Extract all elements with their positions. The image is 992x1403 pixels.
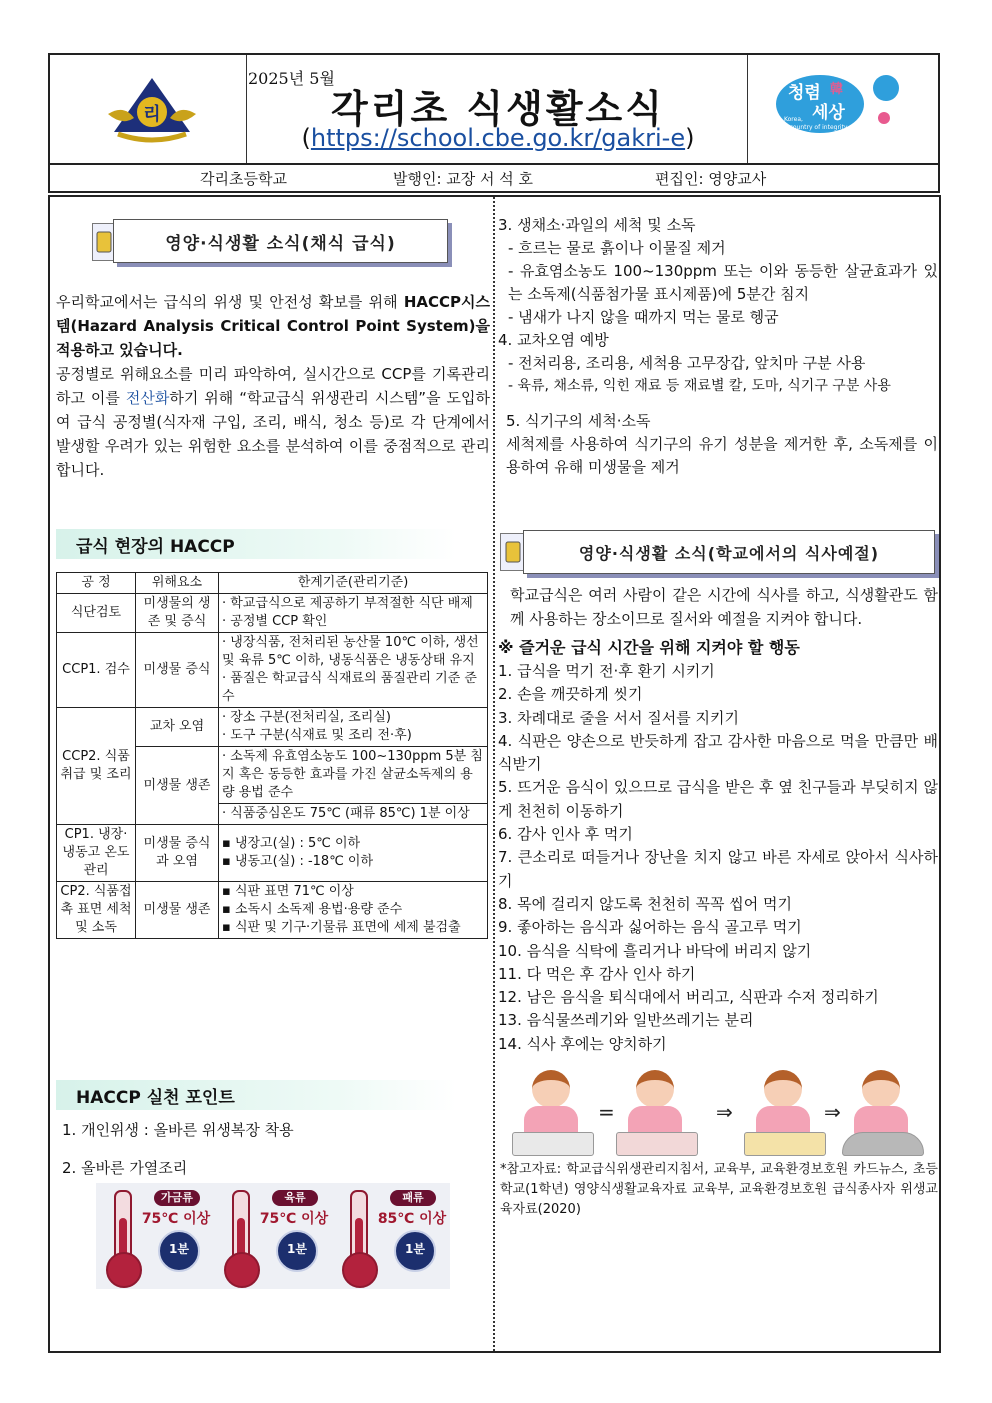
student-handwash-illustration <box>512 1066 594 1158</box>
table-header: 위해요소 <box>136 573 219 594</box>
school-logo-text: 리 <box>143 104 161 125</box>
criterion: · 도구 구분(식재료 및 조리 전·후) <box>222 728 412 743</box>
editor: 편집인: 영양교사 <box>655 170 767 188</box>
table-cell: 교차 오염 <box>136 708 219 747</box>
thermo-tag: 육류 <box>272 1190 318 1206</box>
student-cleanup-illustration <box>842 1066 924 1158</box>
table-row <box>57 825 488 882</box>
table-cell: · 소독제 유효염소농도 100~130ppm 5분 침지 혹은 동등한 효과를 가진 살균소독제의 용량 용법 준수 <box>219 747 488 804</box>
table-cell: · 식품중심온도 75℃ (패류 85℃) 1분 이상 <box>219 804 488 825</box>
section2-title: 영양·식생활 소식(학교에서의 식사예절) <box>523 530 935 574</box>
thermo-minutes: 1분 <box>394 1230 436 1272</box>
table-cell <box>219 708 488 747</box>
table-cell: CP2. 식품접촉 표면 세척 및 소독 <box>57 882 136 939</box>
step-4-a: - 전처리용, 조리용, 세척용 고무장갑, 앞치마 구분 사용 <box>508 354 866 372</box>
list-item: 6. 감사 인사 후 먹기 <box>498 825 633 844</box>
table-cell: CCP1. 검수 <box>57 633 136 708</box>
practice-bar: HACCP 실천 포인트 <box>56 1080 456 1110</box>
list-item: 2. 손을 깨끗하게 씻기 <box>498 685 643 704</box>
intro-text-b: HACCP시스템(Hazard Analysis Critical Control Point System)을 적용하고 있습니다. <box>56 293 490 359</box>
thermometer-bulb-icon <box>224 1252 260 1288</box>
criterion: ▪ 식판 및 기구·기물류 표면에 세제 불검출 <box>222 920 461 935</box>
list-item: 10. 음식을 식탁에 흘리거나 바닥에 버리지 않기 <box>498 941 812 960</box>
table-header-row <box>57 573 488 594</box>
thermo-temp: 75℃ 이상 <box>141 1211 211 1227</box>
step-4-title: 4. 교차오염 예방 <box>498 331 609 349</box>
column-divider <box>493 197 495 1351</box>
school-name: 각리초등학교 <box>200 170 287 188</box>
list-item: 9. 좋아하는 음식과 싫어하는 음식 골고루 먹기 <box>498 918 802 937</box>
table-cell <box>219 882 488 939</box>
slogan-line2: 세상 <box>812 103 845 123</box>
integrity-slogan-logo <box>770 68 910 134</box>
table-cell: 미생물 증식 <box>136 633 219 708</box>
criterion: · 품질은 학교급식 식재료의 품질관리 기준 준수 <box>222 671 477 704</box>
table-cell <box>219 594 488 633</box>
table-cell <box>219 825 488 882</box>
criterion: · 냉장식품, 전처리된 농산물 10℃ 이하, 생선 및 육류 5℃ 이하, 냉동식품은 냉동상태 유지 <box>222 635 479 668</box>
thermo-tag: 패류 <box>390 1190 436 1206</box>
list-item: 1. 급식을 먹기 전·후 환기 시키기 <box>498 662 715 680</box>
etiquette-heading: ※ 즐거운 급식 시간을 위해 지켜야 할 행동 <box>498 638 800 657</box>
criterion: · 장소 구분(전처리실, 조리실) <box>222 710 391 725</box>
table-cell: 미생물 생존 <box>136 882 219 939</box>
table-cell: 식단검토 <box>57 594 136 633</box>
list-item: 11. 다 먹은 후 감사 인사 하기 <box>498 964 696 983</box>
etiquette-list <box>498 660 938 1056</box>
intro-paragraph <box>56 290 490 482</box>
thermo-tag: 가금류 <box>154 1190 200 1206</box>
school-logo <box>104 74 200 144</box>
criterion: · 공정별 CCP 확인 <box>222 614 328 629</box>
practice-item-2: 2. 올바른 가열조리 <box>62 1159 188 1177</box>
hygiene-steps <box>498 214 938 479</box>
step-3-title: 3. 생채소·과일의 세척 및 소독 <box>498 216 696 234</box>
list-item: 3. 차례대로 줄을 서서 질서를 지키기 <box>498 708 740 727</box>
table-cell: 미생물의 생존 및 증식 <box>136 594 219 633</box>
table-cell <box>219 633 488 708</box>
school-url[interactable]: (https://school.cbe.go.kr/gakri-e) <box>301 124 695 152</box>
table-row <box>57 708 488 747</box>
table-row <box>57 633 488 708</box>
student-meal-illustration <box>744 1066 826 1158</box>
arrow-right: ⇒ <box>824 1100 841 1124</box>
table-header: 한계기준(관리기준) <box>219 573 488 594</box>
arrow-equals: = <box>598 1100 615 1124</box>
slogan-sub1: Korea, <box>784 116 803 123</box>
table-cell: 미생물 생존 <box>136 747 219 825</box>
step-3-a: - 흐르는 물로 흙이나 이물질 제거 <box>508 239 726 257</box>
criterion: ▪ 소독시 소독제 용법·용량 준수 <box>222 902 403 917</box>
step-4-b: - 육류, 채소류, 익힌 재료 등 재료별 칼, 도마, 식기구 구분 사용 <box>508 378 891 394</box>
student-tray-illustration <box>616 1066 698 1158</box>
step-3-c: - 냄새가 나지 않을 때까지 먹는 물로 헹굼 <box>508 308 779 326</box>
criterion: · 학교급식으로 제공하기 부적절한 식단 배제 <box>222 596 473 611</box>
publisher-info <box>48 165 940 193</box>
haccp-table <box>56 572 488 939</box>
table-row <box>57 882 488 939</box>
etiquette-intro: 학교급식은 여러 사람이 같은 시간에 식사를 하고, 식생활관도 함께 사용하는 장소이므로 질서와 예절을 지켜야 합니다. <box>510 586 938 628</box>
intro-text-c: 공정별로 위해요소를 미리 파악하여, 실시간으로 CCP를 기록관리하고 이를 <box>56 365 490 407</box>
thermometer-bulb-icon <box>342 1252 378 1288</box>
list-item: 13. 음식물쓰레기와 일반쓰레기는 분리 <box>498 1011 754 1030</box>
table-row <box>57 594 488 633</box>
thermo-minutes: 1분 <box>158 1230 200 1272</box>
thermometer-meat <box>220 1186 330 1286</box>
slogan-mark: 韓 <box>830 82 844 97</box>
reference-note: *참고자료: 학교급식위생관리지침서, 교육부, 교육환경보호원 카드뉴스, 초등학교(1학년) 영양식생활교육자료 교육부, 교육환경보호원 급식종사자 위생교육자료(2020) <box>500 1162 938 1217</box>
thermometer-bulb-icon <box>106 1252 142 1288</box>
masthead-divider-left <box>246 55 247 163</box>
table-header: 공 정 <box>57 573 136 594</box>
criterion: ▪ 냉장고(실) : 5℃ 이하 <box>222 836 361 851</box>
intro-link: 전산화 <box>125 389 170 407</box>
step-5-a: 세척제를 사용하여 식기구의 유기 성분을 제거한 후, 소독제를 이용하여 유해 미생물을 제거 <box>506 435 938 476</box>
list-item: 7. 큰소리로 떠들거나 장난을 치지 않고 바른 자세로 앉아서 식사하기 <box>498 848 938 890</box>
table-cell: CP1. 냉장·냉동고 온도관리 <box>57 825 136 882</box>
list-item: 4. 식판은 양손으로 반듯하게 잡고 감사한 마음으로 먹을 만큼만 배식받기 <box>498 731 938 774</box>
publisher: 발행인: 교장 서 석 호 <box>393 170 534 188</box>
table-cell: CCP2. 식품취급 및 조리 <box>57 708 136 825</box>
list-item: 12. 남은 음식을 퇴식대에서 버리고, 식판과 수저 정리하기 <box>498 988 879 1007</box>
criterion: ▪ 냉동고(실) : -18℃ 이하 <box>222 854 374 869</box>
thermometer-shellfish <box>338 1186 448 1286</box>
thermometer-poultry <box>102 1186 212 1286</box>
arrow-right: ⇒ <box>716 1100 733 1124</box>
intro-text-d: 하기 위해 “학교급식 위생관리 시스템”을 도입하여 급식 공정별(식자재 구입, 조리, 배식, 청소 등)로 각 단계에서 발생할 우려가 있는 위험한 요소를 분석하여 이를 중점적으로 관리합니다. <box>56 389 490 479</box>
section1-title: 영양·식생활 소식(채식 급식) <box>113 219 448 263</box>
slogan-line1: 청렴 <box>788 83 821 103</box>
intro-text-a: 우리학교에서는 급식의 위생 및 안전성 확보를 위해 <box>56 293 398 311</box>
slogan-sub2: a country of integrity <box>784 124 848 131</box>
criterion: ▪ 식판 표면 71℃ 이상 <box>222 884 354 899</box>
table-cell: 미생물 증식과 오염 <box>136 825 219 882</box>
haccp-bar: 급식 현장의 HACCP <box>56 529 456 559</box>
practice-item-1: 1. 개인위생 : 올바른 위생복장 착용 <box>62 1121 294 1139</box>
thermo-temp: 75℃ 이상 <box>259 1211 329 1227</box>
school-url-link[interactable]: https://school.cbe.go.kr/gakri-e <box>310 124 686 152</box>
step-5-title: 5. 식기구의 세척·소독 <box>506 412 651 430</box>
step-3-b: - 유효염소농도 100~130ppm 또는 이와 동등한 살균효과가 있는 소독제(식품첨가물 표시제품)에 5분간 침지 <box>508 262 938 303</box>
list-item: 14. 식사 후에는 양치하기 <box>498 1034 667 1053</box>
list-item: 5. 뜨거운 음식이 있으므로 급식을 받은 후 옆 친구들과 부딪히지 않게 천천히 이동하기 <box>498 778 938 820</box>
thermo-temp: 85℃ 이상 <box>377 1211 447 1227</box>
thermo-minutes: 1분 <box>276 1230 318 1272</box>
issue-date: 2025년 5월 <box>248 69 335 88</box>
page-title: 각리초 식생활소식 <box>331 87 665 131</box>
list-item: 8. 목에 걸리지 않도록 천천히 꼭꼭 씹어 먹기 <box>498 894 793 913</box>
